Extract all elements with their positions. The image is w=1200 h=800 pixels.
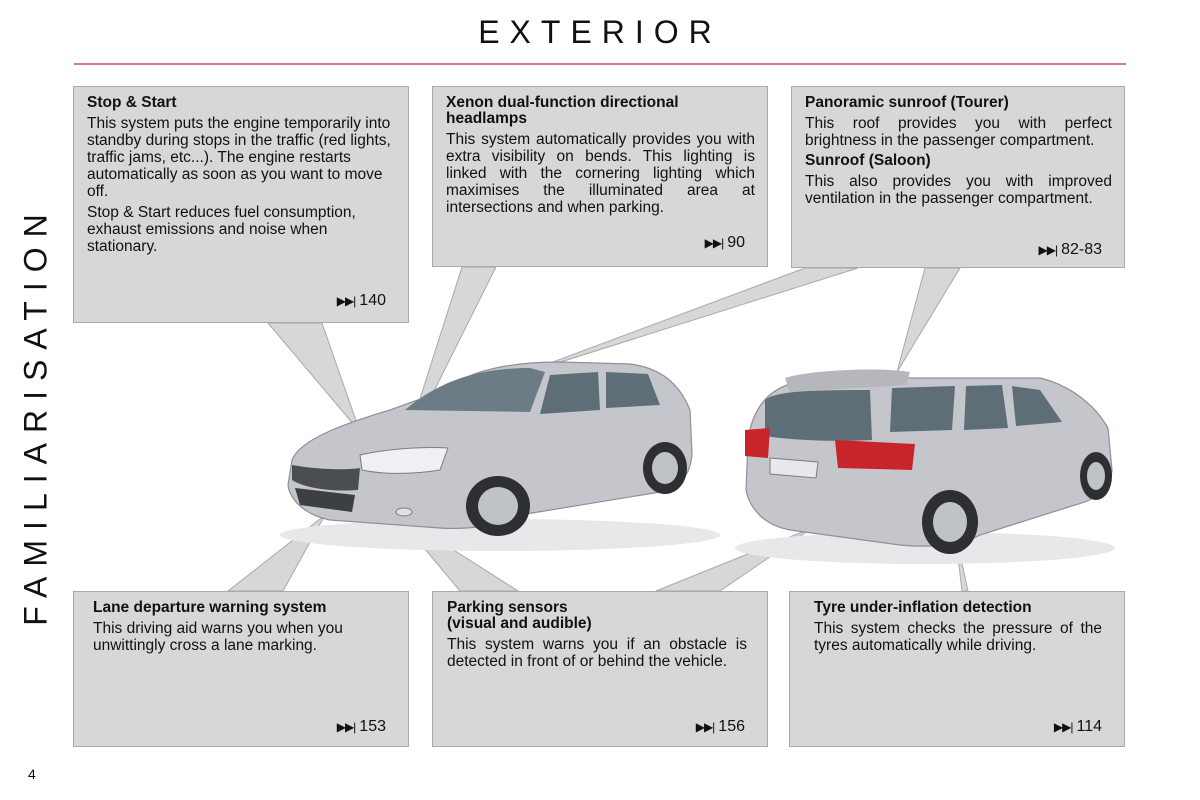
sunroof-tourer-text: This roof provides you with perfect brightness in the passenger compartment. (805, 115, 1112, 149)
see-page-icon: ▶▶| (1038, 243, 1058, 257)
section-label-text: FAMILIARISATION (17, 204, 54, 626)
see-page-icon: ▶▶| (704, 236, 724, 250)
tyre-title: Tyre under-inflation detection (814, 599, 1032, 616)
parking-text: This system warns you if an obstacle is detected in front of or behind the vehicle. (447, 636, 747, 670)
parking-title: Parking sensors (visual and audible) (447, 599, 592, 632)
lane-departure-info-box (73, 591, 409, 747)
stop-start-text-1: This system puts the engine temporarily into standby during stops in the traffic (red lights, traffic jams, etc...). The engine restarts automatically as soon as you want to move off. (87, 115, 391, 200)
callout-pointer-stop-start (268, 323, 360, 432)
see-page-icon: ▶▶| (336, 294, 356, 308)
page-title: EXTERIOR (478, 14, 722, 50)
xenon-title: Xenon dual-function directional headlamps (446, 94, 679, 127)
tyre-text: This system checks the pressure of the tyres automatically while driving. (814, 620, 1102, 654)
callout-pointer-sunroof-tourer (897, 268, 960, 372)
see-page-icon: ▶▶| (1053, 720, 1073, 734)
parking-page-ref[interactable]: ▶▶| 156 (695, 718, 745, 735)
page-number: 4 (28, 766, 36, 782)
xenon-page-ref[interactable]: ▶▶| 90 (704, 234, 745, 251)
stop-start-info-box (73, 86, 409, 323)
tyre-page-ref[interactable]: ▶▶| 114 (1053, 718, 1102, 735)
sunroof-page-ref[interactable]: ▶▶| 82-83 (1038, 241, 1102, 258)
xenon-headlamps-info-box (432, 86, 768, 267)
sunroof-info-box (791, 86, 1125, 268)
stop-start-page-ref[interactable]: ▶▶| 140 (336, 292, 386, 309)
see-page-icon: ▶▶| (695, 720, 715, 734)
lane-title: Lane departure warning system (93, 599, 327, 616)
see-page-icon: ▶▶| (336, 720, 356, 734)
sunroof-saloon-text: This also provides you with improved ventilation in the passenger compartment. (805, 173, 1112, 207)
tyre-detection-info-box (789, 591, 1125, 747)
callout-pointer-lane (228, 515, 325, 591)
sunroof-saloon-title: Sunroof (Saloon) (805, 152, 931, 169)
lane-text: This driving aid warns you when you unwittingly cross a lane marking. (93, 620, 343, 654)
lane-page-ref[interactable]: ▶▶| 153 (336, 718, 386, 735)
tourer-car-image (735, 370, 1115, 564)
stop-start-title: Stop & Start (87, 94, 177, 111)
stop-start-text-2: Stop & Start reduces fuel consumption, exhaust emissions and noise when stationary. (87, 204, 356, 255)
xenon-text: This system automatically provides you with extra visibility on bends. This lighting is linked with the cornering lighting which maximises the illuminated area at intersections and when parking. (446, 131, 755, 216)
parking-sensors-info-box (432, 591, 768, 747)
sunroof-tourer-title: Panoramic sunroof (Tourer) (805, 94, 1009, 111)
